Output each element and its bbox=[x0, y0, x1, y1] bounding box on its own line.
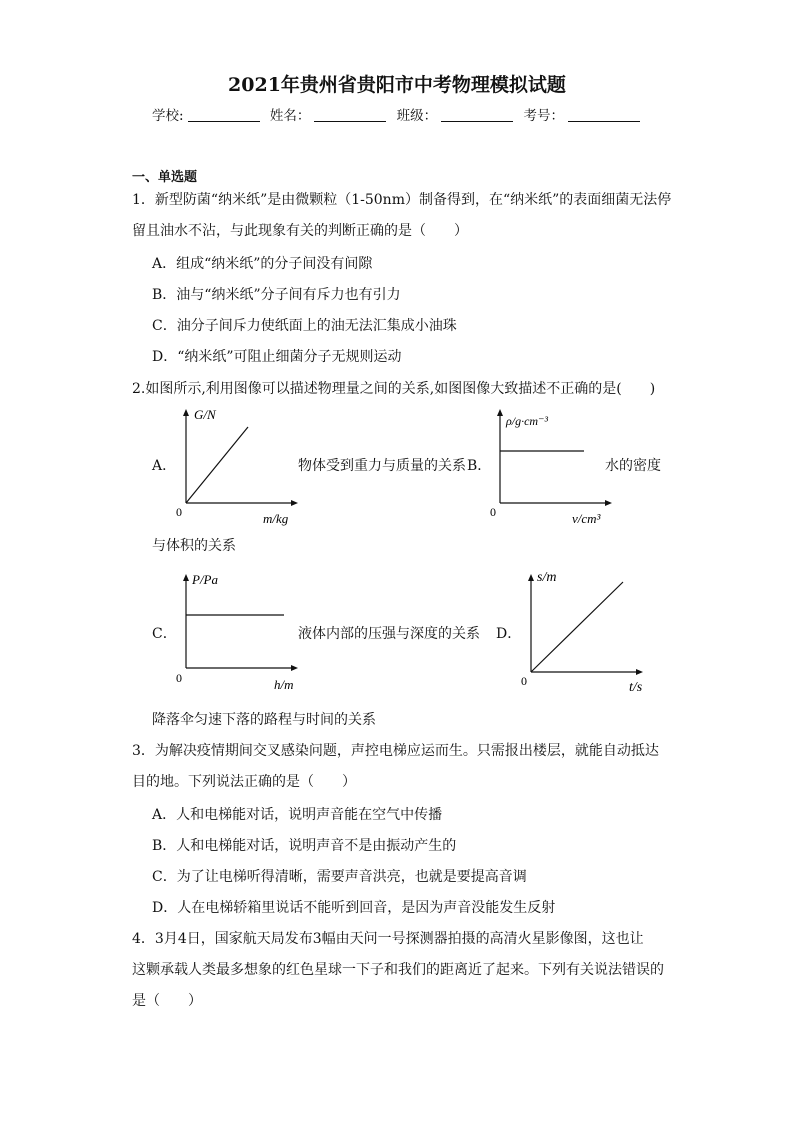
q2-c-text: 液体内部的压强与深度的关系 bbox=[298, 626, 480, 642]
name-label: 姓名： bbox=[269, 108, 311, 124]
q2-c-graph bbox=[170, 570, 300, 695]
y-axis-arrow bbox=[528, 574, 534, 581]
y-axis-label: P/Pa bbox=[192, 572, 218, 587]
q2-b-graph bbox=[484, 405, 614, 530]
student-info-line bbox=[0, 104, 794, 124]
y-axis-arrow bbox=[183, 574, 189, 581]
x-axis-arrow bbox=[605, 500, 612, 506]
q2-b-text1: 水的密度 bbox=[605, 458, 661, 474]
x-axis-label: m/kg bbox=[263, 511, 289, 526]
proportional-line bbox=[531, 582, 623, 672]
q3-option-a: A．人和电梯能对话，说明声音能在空气中传播 bbox=[152, 807, 443, 823]
q3-option-c: C．为了让电梯听得清晰，需要声音洪亮，也就是要提高音调 bbox=[152, 869, 527, 885]
origin-label: 0 bbox=[490, 505, 496, 519]
x-axis-arrow bbox=[291, 665, 298, 671]
q2-a-graph bbox=[170, 405, 300, 530]
q2-d-letter: D． bbox=[496, 626, 522, 642]
exam-no-label: 考号： bbox=[523, 108, 564, 124]
name-blank bbox=[314, 107, 386, 122]
q1-option-d: D．“纳米纸”可阻止细菌分子无规则运动 bbox=[152, 349, 402, 365]
q3-stem-line2: 目的地。下列说法正确的是（ ） bbox=[132, 774, 356, 790]
y-axis-label: s/m bbox=[537, 570, 557, 585]
y-axis-label: ρ/g·cm⁻³ bbox=[506, 414, 549, 428]
q2-d-text: 降落伞匀速下落的路程与时间的关系 bbox=[152, 712, 376, 728]
class-blank bbox=[441, 107, 513, 122]
x-axis-arrow bbox=[636, 669, 643, 675]
q4-stem-line2: 这颗承载人类最多想象的红色星球一下子和我们的距离近了起来。下列有关说法错误的 bbox=[132, 962, 664, 978]
origin-label: 0 bbox=[521, 674, 527, 688]
school-blank bbox=[188, 107, 260, 122]
x-axis-label: t/s bbox=[629, 680, 643, 695]
proportional-line bbox=[186, 427, 248, 503]
q2-stem: 2.如图所示,利用图像可以描述物理量之间的关系,如图图像大致描述不正确的是( ) bbox=[132, 381, 656, 397]
q2-a-text: 物体受到重力与质量的关系 bbox=[298, 458, 466, 474]
q2-b-letter: B． bbox=[467, 458, 492, 474]
section-heading: 一、单选题 bbox=[132, 170, 198, 185]
q2-c-letter: C． bbox=[152, 626, 177, 642]
q4-stem-line1: 4．3月4日，国家航天局发布3幅由天问一号探测器拍摄的高清火星影像图，这也让 bbox=[132, 931, 644, 947]
school-label: 学校: bbox=[152, 108, 184, 124]
x-axis-label: h/m bbox=[274, 677, 294, 692]
origin-label: 0 bbox=[176, 671, 182, 685]
q4-stem-line3: 是（ ） bbox=[132, 993, 202, 1009]
q2-a-letter: A． bbox=[152, 458, 177, 474]
x-axis-arrow bbox=[291, 500, 298, 506]
class-label: 班级： bbox=[396, 108, 438, 124]
q1-option-c: C．油分子间斥力使纸面上的油无法汇集成小油珠 bbox=[152, 318, 457, 334]
y-axis-arrow bbox=[183, 409, 189, 416]
q3-stem-line1: 3．为解决疫情期间交叉感染问题，声控电梯应运而生。只需报出楼层，就能自动抵达 bbox=[132, 743, 659, 759]
q3-option-b: B．人和电梯能对话，说明声音不是由振动产生的 bbox=[152, 838, 457, 854]
x-axis-label: v/cm³ bbox=[572, 511, 601, 526]
page-title: 2021年贵州省贵阳市中考物理模拟试题 bbox=[228, 74, 566, 96]
q1-option-a: A．组成“纳米纸”的分子间没有间隙 bbox=[152, 256, 373, 272]
y-axis-arrow bbox=[497, 409, 503, 416]
exam-no-blank bbox=[568, 107, 640, 122]
q1-option-b: B．油与“纳米纸”分子间有斥力也有引力 bbox=[152, 287, 401, 303]
q1-stem-line1: 1．新型防菌“纳米纸”是由微颗粒（1-50nm）制备得到，在“纳米纸”的表面细菌无法停 bbox=[132, 192, 672, 208]
origin-label: 0 bbox=[176, 505, 182, 519]
y-axis-label: G/N bbox=[194, 407, 216, 422]
q2-d-graph bbox=[515, 564, 645, 694]
q3-option-d: D．人在电梯轿箱里说话不能听到回音，是因为声音没能发生反射 bbox=[152, 900, 556, 916]
q2-b-text2: 与体积的关系 bbox=[152, 538, 236, 554]
q1-stem-line2: 留且油水不沾，与此现象有关的判断正确的是（ ） bbox=[132, 223, 468, 239]
